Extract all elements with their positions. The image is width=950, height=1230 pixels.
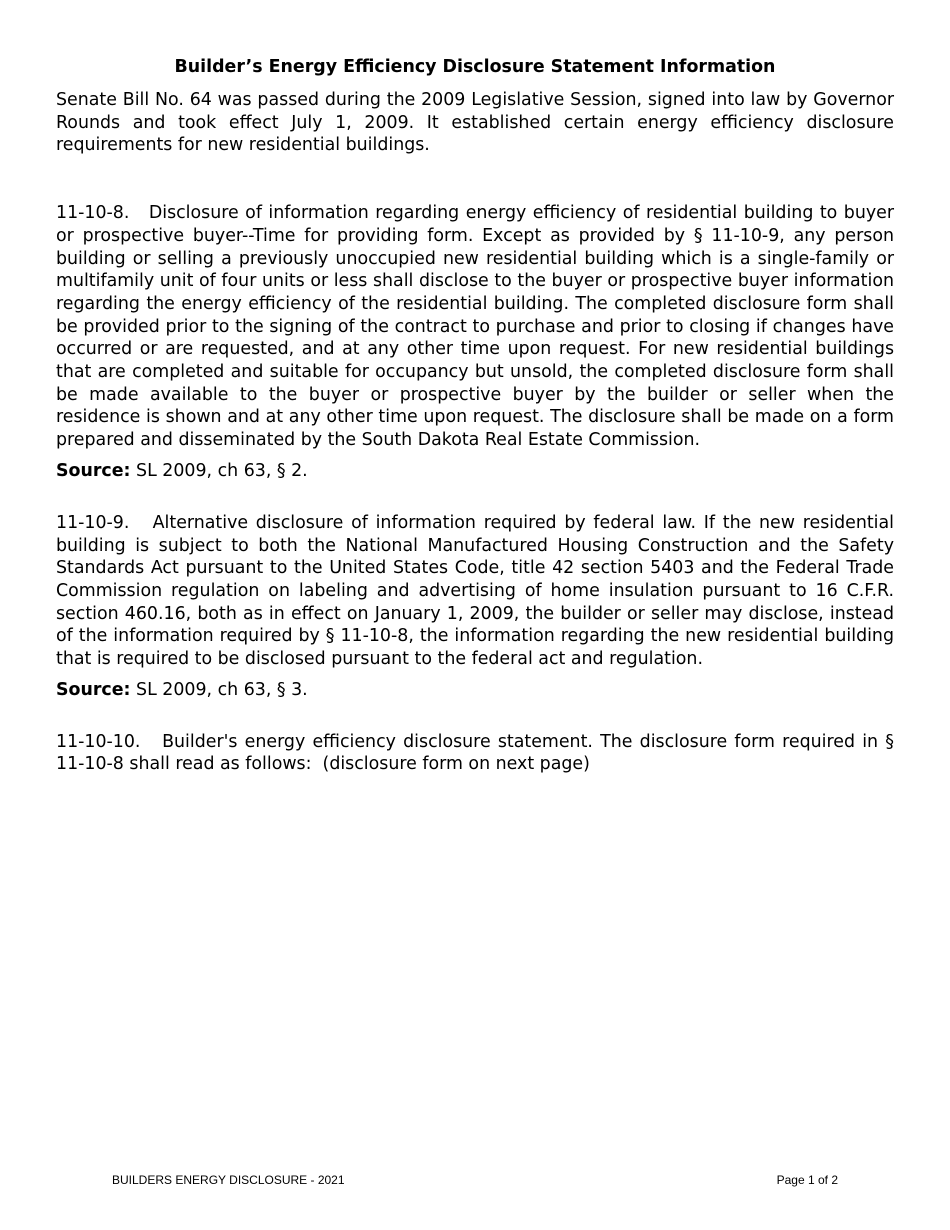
footer-document-name: BUILDERS ENERGY DISCLOSURE - 2021 — [112, 1173, 345, 1187]
footer-page-number: Page 1 of 2 — [776, 1173, 838, 1187]
source-line — [56, 460, 894, 482]
source-label: Source: — [56, 679, 131, 700]
section-11-10-10 — [56, 731, 900, 776]
document-title: Builder’s Energy Efficiency Disclosure Statement Information — [174, 57, 776, 77]
source-citation: SL 2009, ch 63, § 3. — [130, 679, 308, 700]
section-11-10-9 — [56, 512, 900, 701]
section-text: 11-10-8. Disclosure of information regarding energy efficiency of residential building to buyer or prospective buyer--Time for providing form. Except as provided by § 11-10-9, any person building or selling a previously unoccupied new residential building which is a single-family or multifamily unit of four units or less shall disclose to the buyer or prospective buyer information regarding the energy efficiency of the residential building. The completed disclosure form shall be provided prior to the signing of the contract to purchase and prior to closing if changes have occurred or are requested, and at any other time upon request. For new residential buildings that are completed and suitable for occupancy but unsold, the completed disclosure form shall be made available to the buyer or prospective buyer by the builder or seller when the residence is shown and at any other time upon request. The disclosure shall be made on a form prepared and disseminated by the South Dakota Real Estate Commission. — [56, 203, 900, 451]
source-label: Source: — [56, 460, 131, 481]
section-11-10-8 — [56, 202, 900, 482]
source-citation: SL 2009, ch 63, § 2. — [130, 460, 308, 481]
source-line — [56, 679, 894, 701]
section-text: 11-10-9. Alternative disclosure of information required by federal law. If the new residential building is subject to both the National Manufactured Housing Construction and the Safety Standards Act pursuant to the United States Code, title 42 section 5403 and the Federal Trade Commission regulation on labeling and advertising of home insulation pursuant to 16 C.F.R. section 460.16, both as in effect on January 1, 2009, the builder or seller may disclose, instead of the information required by § 11-10-8, the information regarding the new residential building that is required to be disclosed pursuant to the federal act and regulation. — [56, 512, 900, 670]
section-text: 11-10-10. Builder's energy efficiency disclosure statement. The disclosure form required in § 11-10-8 shall read as follows: (disclosure form on next page) — [56, 731, 900, 775]
document-page — [56, 56, 900, 776]
intro-paragraph: Senate Bill No. 64 was passed during the 2009 Legislative Session, signed into law by Governor Rounds and took effect July 1, 2009. It established certain energy efficiency disclosure requirements for new residential buildings. — [56, 90, 894, 156]
